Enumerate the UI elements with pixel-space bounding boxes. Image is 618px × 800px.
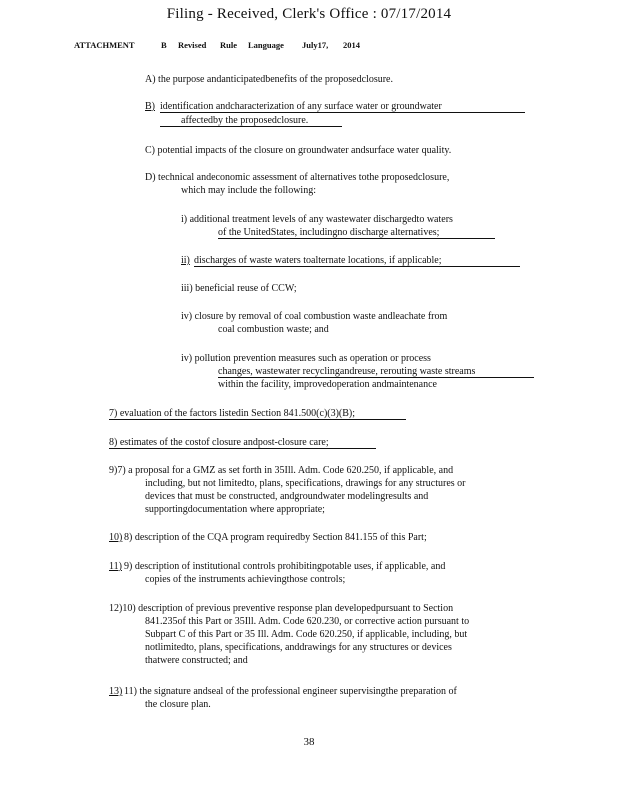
item-v-line3: within the facility, improvedoperation andmaintenance [218,379,437,390]
item-b-label: B) [145,101,155,112]
item-iv-line1: iv) closure by removal of coal combustion waste andleachate from [181,311,448,322]
item-d-line2: which may include the following: [181,185,316,196]
item-12-line2: 841.235of this Part or 35Ill. Adm. Code 620.230, or corrective action pursuant to [145,616,470,627]
attachment-label: ATTACHMENT [74,40,135,50]
item-b-underline2 [160,126,342,127]
attachment-year: 2014 [343,40,360,50]
item-13-line1: 11) the signature andseal of the professional engineer supervisingthe preparation of [124,686,457,697]
page-number: 38 [303,736,315,748]
item-13-label: 13) [109,686,123,697]
item-d-line1: D) technical andeconomic assessment of alternatives tothe proposedclosure, [145,172,450,183]
item-13-line2: the closure plan. [145,699,211,710]
item-12-line5: thatwere constructed; and [145,655,248,666]
attachment-date: July17, [302,40,329,50]
item-9-line2: including, but not limitedto, plans, specifications, drawings for any structures or [145,478,466,489]
item-c: C) potential impacts of the closure on groundwater andsurface water quality. [145,145,452,156]
item-11-line2: copies of the instruments achievingthose controls; [145,574,346,585]
item-10-label: 10) [109,532,123,543]
item-iv-line2: coal combustion waste; and [218,324,329,335]
item-v-line1: iv) pollution prevention measures such as operation or process [181,353,431,364]
item-11-line1: 9) description of institutional controls prohibitingpotable uses, if applicable, and [124,561,446,572]
item-12-line1: 12)10) description of previous preventive response plan developedpursuant to Section [109,603,454,614]
item-9-line1: 9)7) a proposal for a GMZ as set forth in 35Ill. Adm. Code 620.250, if applicable, and [109,465,454,476]
item-v-line2: changes, wastewater recyclingandreuse, rerouting waste streams [218,366,476,377]
rule-label: Rule [220,40,237,50]
item-b-line1: identification andcharacterization of any surface water or groundwater [160,101,442,112]
item-i-line2: of the UnitedStates, includingno discharge alternatives; [218,227,440,238]
item-v-underline [218,377,534,378]
filing-header: Filing - Received, Clerk's Office : 07/17/2014 [166,6,452,22]
item-ii-label: ii) [181,255,190,266]
item-12-line3: Subpart C of this Part or 35 Ill. Adm. Code 620.250, if applicable, including, but [145,629,468,640]
item-10: 8) description of the CQA program requiredby Section 841.155 of this Part; [124,532,427,543]
language-label: Language [248,40,284,50]
item-b-line2: affectedby the proposedclosure. [181,115,309,126]
item-i-underline [218,238,495,239]
item-9-line4: supportingdocumentation where appropriate; [145,504,325,515]
item-ii-underline [194,266,520,267]
item-ii: discharges of waste waters toalternate locations, if applicable; [194,255,442,266]
item-9-line3: devices that must be constructed, andgroundwater modelingresults and [145,491,429,502]
item-7-underline [109,419,406,420]
item-8-underline [109,448,376,449]
item-12-line4: notlimitedto, plans, specifications, anddrawings for any structures or devices [145,642,452,653]
item-b-underline1 [160,112,525,113]
item-i-line1: i) additional treatment levels of any wastewater dischargedto waters [181,214,453,225]
item-7: 7) evaluation of the factors listedin Section 841.500(c)(3)(B); [109,408,356,419]
item-iii: iii) beneficial reuse of CCW; [181,283,297,294]
revised-label: Revised [178,40,207,50]
item-8: 8) estimates of the costof closure andpost-closure care; [109,437,329,448]
attachment-letter: B [161,40,167,50]
item-a: A) the purpose andanticipatedbenefits of the proposedclosure. [145,74,393,85]
item-11-label: 11) [109,561,122,572]
